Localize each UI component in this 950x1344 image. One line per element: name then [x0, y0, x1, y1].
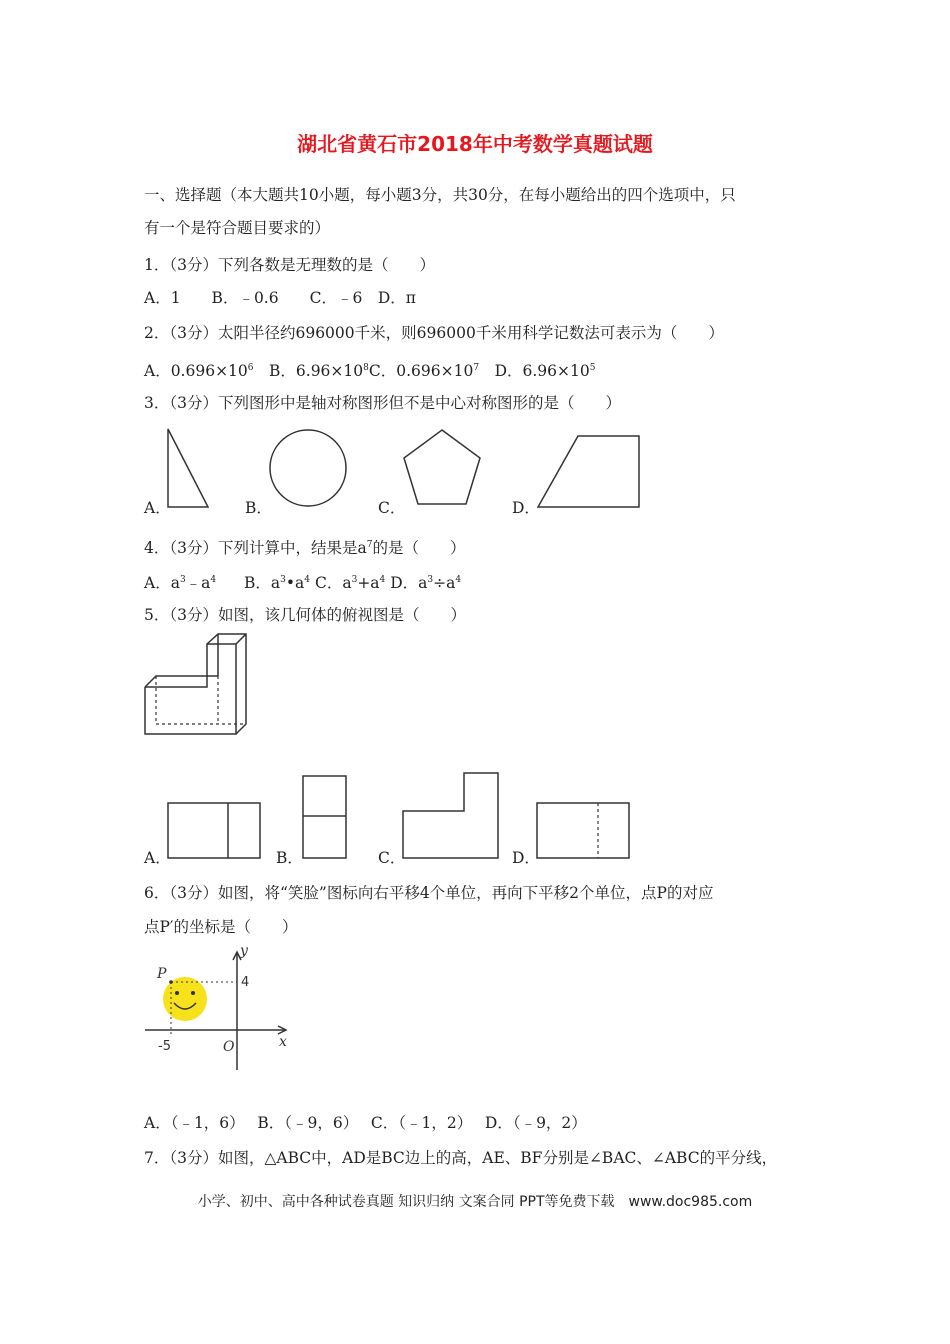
- q6-point-p: [169, 980, 173, 984]
- q5-solid-figure: [140, 630, 260, 740]
- q6-label-origin: O: [223, 1039, 235, 1055]
- q3-pentagon-shape: [404, 430, 480, 504]
- q4-option-d-text2: ÷a: [433, 574, 456, 592]
- q5-solid-top-edge-left: [145, 676, 207, 687]
- q6-label-p: P: [157, 966, 167, 982]
- q6-smiley-face-icon: [163, 977, 207, 1021]
- q3-stem: 3．（3分）下列图形中是轴对称图形但不是中心对称图形的是（ ）: [144, 394, 621, 412]
- q5-solid-front-face: [145, 644, 236, 734]
- q2-option-a: A．0.696×10: [144, 362, 248, 380]
- q4-option-c: [315, 574, 385, 592]
- q4-option-c-text1: C．a: [314, 574, 352, 592]
- q3-right-triangle-shape: [168, 429, 208, 507]
- q4-option-d-exp2: 4: [455, 575, 462, 585]
- q4-option-b-exp2: 4: [304, 575, 311, 585]
- q5-label-a: A．: [144, 849, 171, 867]
- q4-option-a-exp1: 3: [179, 575, 186, 585]
- q5-stem: 5．（3分）如图，该几何体的俯视图是（ ）: [144, 606, 466, 624]
- q5-label-c: C．: [378, 849, 406, 867]
- q1-options: A．1 B．﹣0.6 C．﹣6 D．π: [144, 289, 416, 307]
- q6-label-x: x: [279, 1034, 287, 1050]
- q4-stem: [144, 535, 465, 558]
- q4-option-d-exp1: 3: [427, 575, 434, 585]
- q6-stem-line1: 6．（3分）如图，将“笑脸”图标向右平移4个单位，再向下平移2个单位，点P的对应: [144, 884, 714, 902]
- q1-stem: 1．（3分）下列各数是无理数的是（ ）: [144, 256, 435, 274]
- page-footer: 小学、初中、高中各种试卷真题 知识归纳 文案合同 PPT等免费下载 www.doc985.com: [197, 1194, 753, 1210]
- q4-option-b-text1: B．a: [244, 574, 281, 592]
- q6-stem-line2: 点P′的坐标是（ ）: [144, 918, 298, 936]
- q4-option-c-text2: +a: [357, 574, 380, 592]
- q5-solid-top-edge-right: [207, 634, 246, 734]
- q4-stem-exponent: 7: [366, 540, 373, 550]
- q4-option-a-text1: A．a: [144, 574, 180, 592]
- q6-label-neg5: -5: [158, 1039, 171, 1054]
- q2-option-b: B．6.96×10: [253, 362, 364, 380]
- q3-trapezoid-shape: [538, 436, 639, 507]
- q3-label-b: B．: [245, 499, 272, 517]
- q6-options: A．（﹣1，6） B．（﹣9，6） C．（﹣1，2） D．（﹣9，2）: [144, 1114, 587, 1132]
- q4-option-d-text1: D．a: [390, 574, 428, 592]
- q3-label-d: D．: [512, 499, 540, 517]
- q5-option-b-rect: [303, 776, 346, 858]
- q4-option-b-exp1: 3: [280, 575, 286, 585]
- q3-label-a: A．: [144, 499, 171, 517]
- q4-option-d: [390, 574, 461, 592]
- q6-smiley-left-eye: [175, 991, 179, 995]
- q2-option-a-exponent: 6: [247, 363, 254, 373]
- q2-option-b-exponent: 8: [363, 363, 369, 373]
- q2-option-d-exponent: 5: [589, 363, 596, 373]
- q7-stem: 7．（3分）如图，△ABC中，AD是BC边上的高，AE、BF分别是∠BAC、∠ABC的平分线，: [144, 1149, 778, 1167]
- q5-label-d: D．: [512, 849, 540, 867]
- q2-stem: 2．（3分）太阳半径约696000千米，则696000千米用科学记数法可表示为（ ）: [144, 324, 724, 342]
- q4-stem-post: 的是（ ）: [372, 539, 466, 557]
- q4-options: [144, 570, 461, 593]
- document-title: 湖北省黄石市2018年中考数学真题试题: [297, 132, 653, 156]
- q6-coordinate-figure: [140, 945, 300, 1075]
- q4-option-b: [244, 574, 310, 592]
- q2-options: [144, 358, 595, 381]
- q5-solid-corner-edge: [236, 634, 246, 644]
- q3-circle-shape: [270, 430, 346, 506]
- q4-option-b-text2: •a: [285, 574, 305, 592]
- q4-option-a: [144, 574, 216, 592]
- q5-option-d-rect: [537, 803, 629, 858]
- q5-option-c-shape: [403, 773, 498, 858]
- q4-stem-pre: 4．（3分）下列计算中，结果是a: [144, 539, 367, 557]
- section-heading-line1: 一、选择题（本大题共10小题，每小题3分，共30分，在每小题给出的四个选项中，只: [144, 186, 736, 204]
- q4-option-c-exp2: 4: [379, 575, 386, 585]
- q4-option-a-text2: ﹣a: [185, 574, 211, 592]
- q4-option-c-exp1: 3: [351, 575, 358, 585]
- q3-label-c: C．: [378, 499, 406, 517]
- q5-option-a-rect: [168, 803, 260, 858]
- q4-option-a-exp2: 4: [210, 575, 217, 585]
- q6-label-four: 4: [241, 975, 250, 990]
- q2-option-c-exponent: 7: [473, 363, 480, 373]
- q6-label-y: y: [240, 943, 248, 959]
- q2-option-d: D．6.96×10: [479, 362, 590, 380]
- q6-smiley-right-eye: [191, 991, 195, 995]
- q5-label-b: B．: [276, 849, 303, 867]
- q2-option-c: C．0.696×10: [368, 362, 474, 380]
- section-heading-line2: 有一个是符合题目要求的）: [144, 219, 331, 237]
